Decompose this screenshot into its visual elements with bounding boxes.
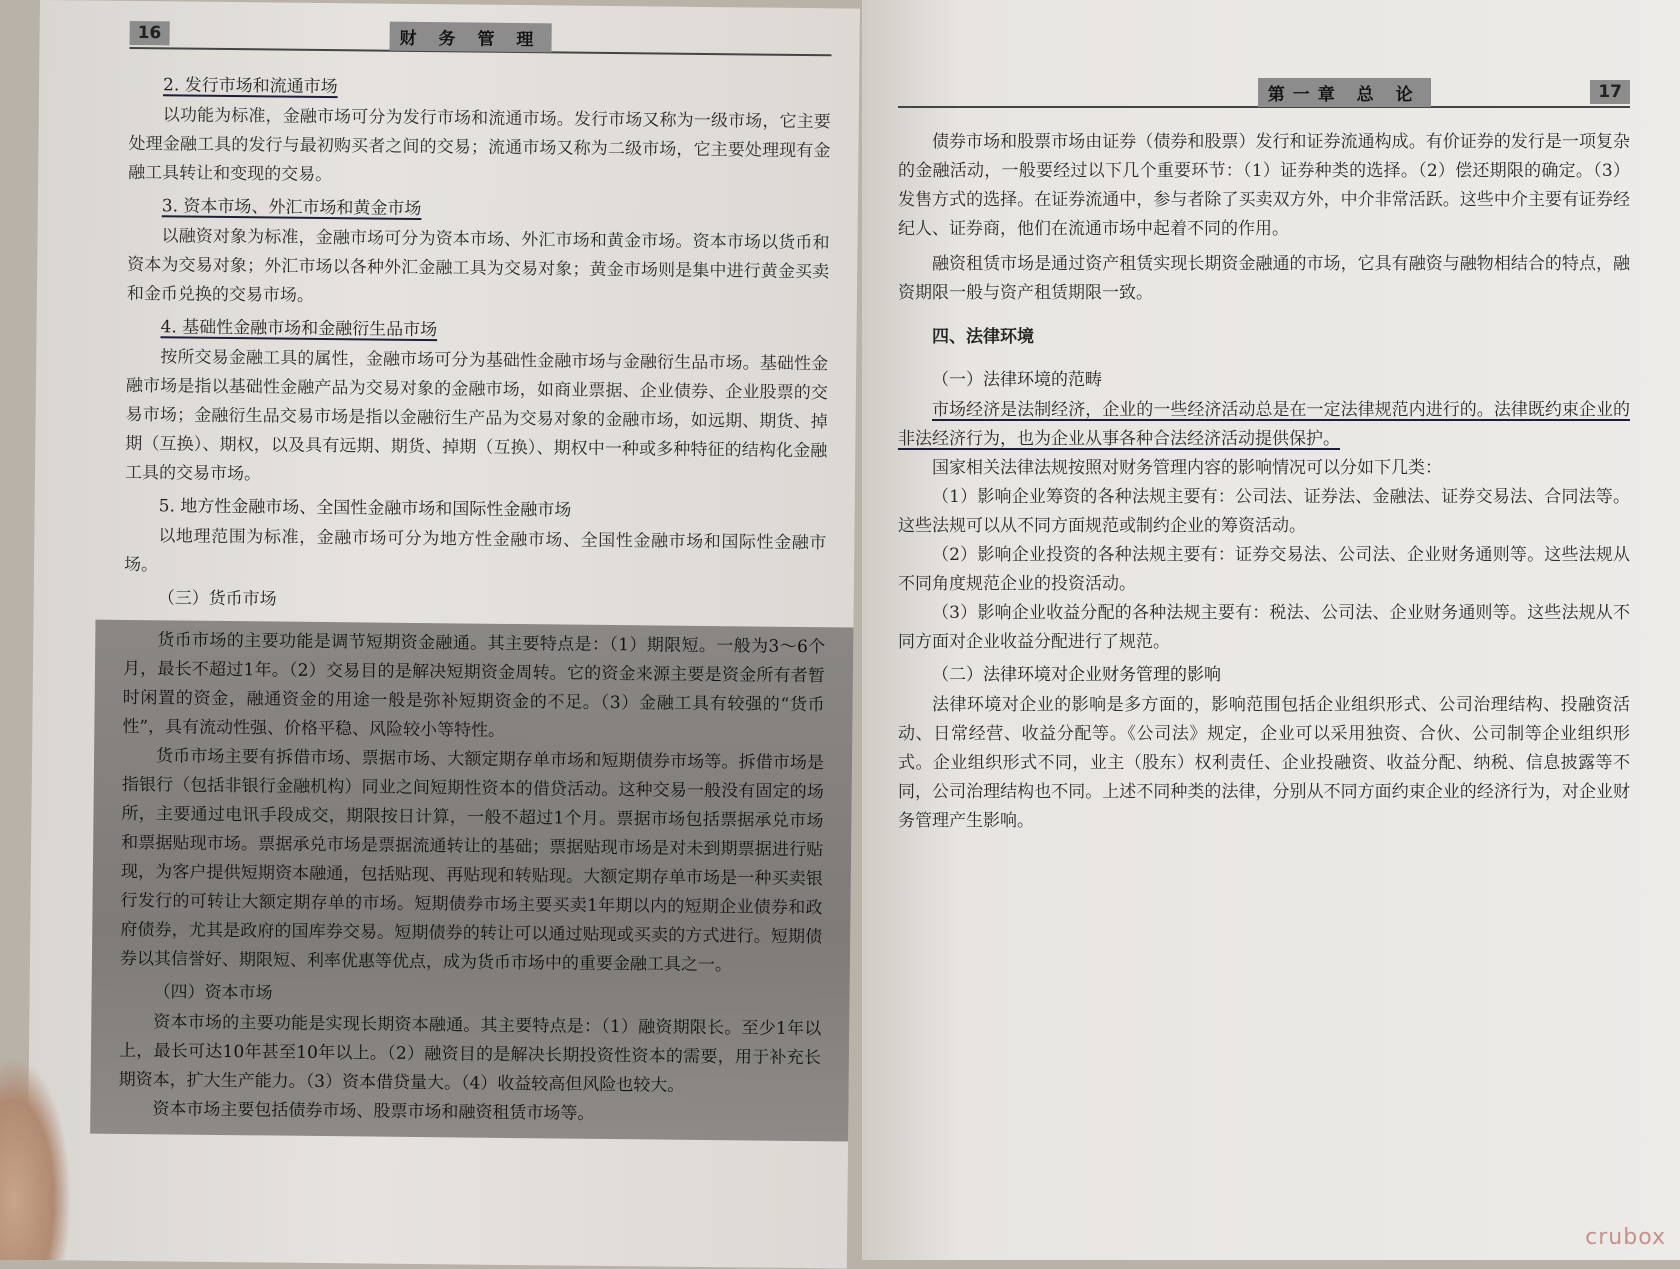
thumb-shadow — [0, 1060, 70, 1260]
para-money-market-function: 货币市场的主要功能是调节短期资金融通。其主要特点是：（1）期限短。一般为3～6个月，最长不超过1年。（2）交易目的是解决短期资金周转。它的资金来源主要是资金所有者暂时闲置的资金，融通资金的用途一般是弥补短期资金的不足。（3）金融工具有较强的“货币性”，具有流动性强、价格平稳、风险较小等特性。 — [122, 630, 826, 741]
para-capital-market-function: 资本市场的主要功能是实现长期资本融通。其主要特点是：（1）融资期限长。至少1年以上，最长可达10年甚至10年以上。（2）融资目的是解决长期投资性资本的需要，用于补充长期资本，扩大生产能力。（3）资本借贷量大。（4）收益较高但风险也较大。 — [118, 1012, 822, 1096]
para-legal-economy: 市场经济是法制经济，企业的一些经济活动总是在一定法律规范内进行的。法律既约束企业的非法经济行为，也为企业从事各种合法经济活动提供保护。 — [898, 400, 1630, 449]
para-leasing-market: 融资租赁市场是通过资产租赁实现长期资金融通的市场，它具有融资与融物相结合的特点，融资期限一般与资产租赁期限一致。 — [898, 254, 1630, 303]
heading-derivative-market: 4. 基础性金融市场和金融衍生品市场 — [160, 317, 438, 341]
para-bond-stock-market: 债券市场和股票市场由证券（债券和股票）发行和证券流通构成。有价证券的发行是一项复杂的金融活动，一般要经过以下几个重要环节：（1）证券种类的选择。（2）偿还期限的确定。（3）发售方式的选择。在证券流通中，参与者除了买卖双方外，中介非常活跃。这些中介主要有证券经纪人、证券商，他们在流通市场中起着不同的作用。 — [898, 132, 1630, 239]
heading-legal-impact: （二）法律环境对企业财务管理的影响 — [932, 665, 1221, 685]
para-regional-market: 以地理范围为标准，金融市场可分为地方性金融市场、全国性金融市场和国际性金融市场。 — [123, 526, 827, 576]
para-money-market-types: 货币市场主要有拆借市场、票据市场、大额定期存单市场和短期债券市场等。拆借市场是指银行（包括非银行金融机构）同业之间短期性资本的借贷活动。这种交易一般没有固定的场所，主要通过电讯手段成交，期限按日计算，一般不超过1个月。票据市场包括票据承兑市场和票据贴现市场。票据承兑市场是票据流通转让的基础；票据贴现市场是对未到期票据进行贴现，为客户提供短期资本融通，包括贴现、再贴现和转贴现。大额定期存单市场是一种买卖银行发行的可转让大额定期存单的市场。短期债券市场主要买卖1年期以内的短期企业债券和政府债券，尤其是政府的国库券交易。短期债券的转让可以通过贴现或买卖的方式进行。短期债券以其信誉好、期限短、利率优惠等优点，成为货币市场中的重要金融工具之一。 — [119, 746, 825, 976]
heading-issue-market: 2. 发行市场和流通市场 — [163, 75, 338, 98]
heading-capital-market-4: （四）资本市场 — [153, 982, 273, 1004]
left-page — [27, 0, 860, 1269]
heading-regional-market: 5. 地方性金融市场、全国性金融市场和国际性金融市场 — [158, 496, 572, 521]
heading-capital-market: 3. 资本市场、外汇市场和黄金市场 — [161, 196, 422, 220]
para-distribution-laws: （3）影响企业收益分配的各种法规主要有：税法、公司法、企业财务通则等。这些法规从不同方面对企业收益分配进行了规范。 — [898, 603, 1630, 652]
left-header-title: 财 务 管 理 — [389, 21, 551, 52]
left-running-head — [129, 19, 831, 56]
heading-legal-scope: （一）法律环境的范畴 — [932, 370, 1102, 390]
para-investment-laws: （2）影响企业投资的各种法规主要有：证券交易法、公司法、企业财务通则等。这些法规从不同角度规范企业的投资活动。 — [898, 545, 1630, 594]
para-derivative-market: 按所交易金融工具的属性，金融市场可分为基础性金融市场与金融衍生品市场。基础性金融市场是指以基础性金融产品为交易对象的金融市场，如商业票据、企业债券、企业股票的交易市场；金融衍生品交易市场是指以金融衍生产品为交易对象的金融市场，如远期、期货、掉期（互换）、期权，以及具有远期、期货、掉期（互换）、期权中一种或多种特征的结构化金融工具的交易市场。 — [124, 347, 829, 485]
right-header-title: 第一章 总 论 — [1258, 78, 1431, 107]
left-page-number: 16 — [130, 21, 170, 45]
para-issue-market: 以功能为标准，金融市场可分为发行市场和流通市场。发行市场又称为一级市场，它主要处理金融工具的发行与最初购买者之间的交易；流通市场又称为二级市场，它主要处理现有金融工具转让和变现的交易。 — [128, 105, 831, 186]
para-law-categories: 国家相关法律法规按照对财务管理内容的影响情况可以分如下几类： — [932, 458, 1442, 478]
para-financing-laws: （1）影响企业筹资的各种法规主要有：公司法、证券法、金融法、证券交易法、合同法等。这些法规可以从不同方面规范或制约企业的筹资活动。 — [898, 487, 1630, 536]
right-running-head — [898, 78, 1630, 108]
right-page — [862, 0, 1680, 1260]
para-capital-market-types: 资本市场主要包括债券市场、股票市场和融资租赁市场等。 — [152, 1099, 595, 1124]
right-page-number: 17 — [1590, 80, 1630, 104]
para-legal-impact: 法律环境对企业的影响是多方面的，影响范围包括企业组织形式、公司治理结构、投融资活动、日常经营、收益分配等。《公司法》规定，企业可以采用独资、合伙、公司制等企业组织形式。企业组织形式不同，业主（股东）权利责任、企业投融资、收益分配、纳税、信息披露等不同，公司治理结构也不同。上述不同种类的法律，分别从不同方面约束企业的经济行为，对企业财务管理产生影响。 — [898, 695, 1630, 831]
shaded-region — [90, 620, 853, 1142]
heading-money-market: （三）货币市场 — [157, 588, 277, 610]
watermark-logo: crubox — [1585, 1225, 1666, 1250]
para-capital-market: 以融资对象为标准，金融市场可分为资本市场、外汇市场和黄金市场。资本市场以货币和资本为交易对象；外汇市场以各种外汇金融工具为交易对象；黄金市场则是集中进行黄金买卖和金币兑换的交易市场。 — [126, 226, 830, 306]
section-legal-environment: 四、法律环境 — [932, 327, 1034, 347]
